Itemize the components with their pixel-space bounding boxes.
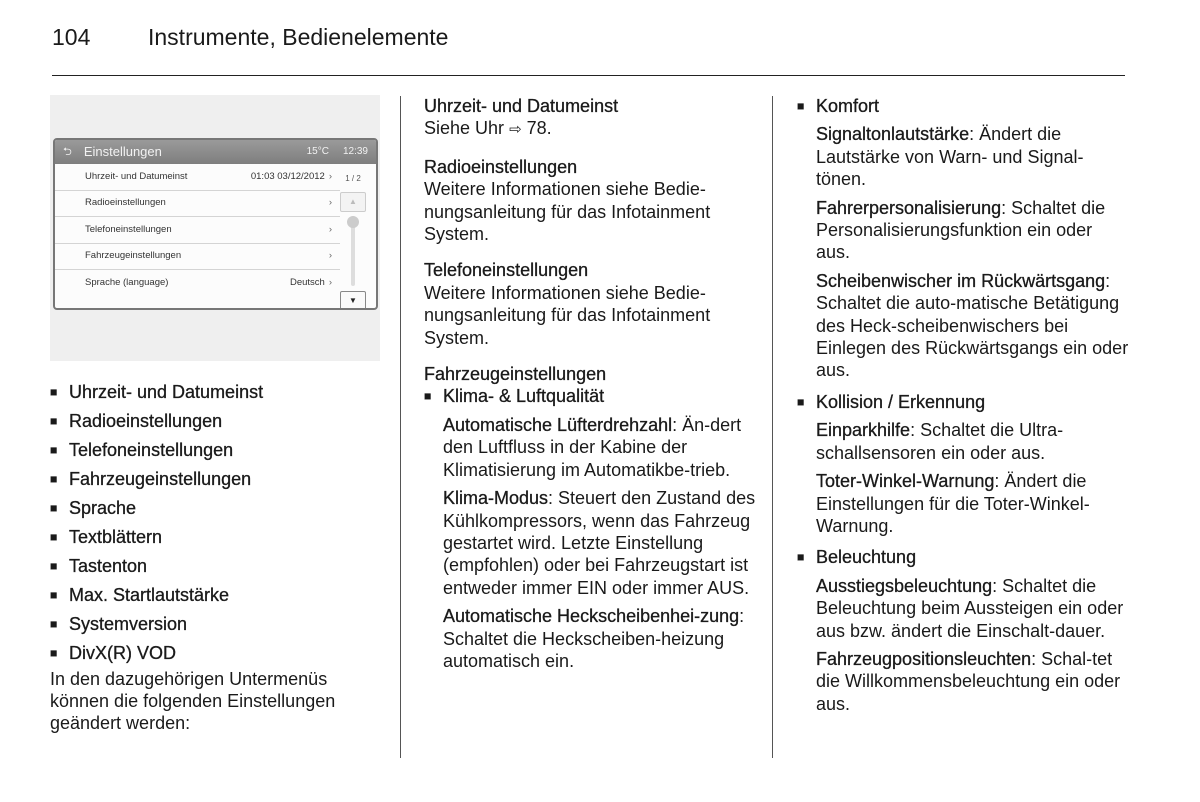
section-heading: Radioeinstellungen	[424, 156, 578, 177]
screen-header	[55, 140, 376, 164]
section-heading: Fahrzeugeinstellungen	[424, 364, 607, 385]
list-item: ■ Textblättern	[50, 523, 385, 552]
column-1	[50, 95, 385, 734]
intro-paragraph: In den dazugehörigen Untermenüs können die folgenden Einstellungen geändert werden:	[50, 669, 336, 733]
chevron-right-icon: ›	[328, 170, 332, 182]
bullet-heading: ■ Beleuchtung	[797, 546, 1129, 568]
section-radio	[424, 156, 756, 246]
section-heading: Uhrzeit- und Datumeinst	[424, 96, 619, 116]
section-text: Siehe Uhr ⇨ 78.	[424, 118, 552, 139]
page-number: 104	[52, 24, 91, 50]
setting-description: Fahrzeugpositionsleuchten: Schal-tet die Willkommensbeleuchtung ein oder aus.	[816, 648, 1121, 714]
bullet-heading: ■ Klima- & Luftqualität	[424, 385, 756, 407]
section-vehicle	[424, 363, 756, 672]
back-arrow-icon[interactable]: ⮌	[63, 145, 72, 158]
temperature: 15°C	[306, 145, 329, 157]
setting-description: Scheibenwischer im Rückwärtsgang: Schaltet die auto-matische Betätigung des Heck-scheibenwischers bei Einlegen des Rückwärtsgangs ein oder aus.	[816, 270, 1129, 381]
settings-row[interactable]	[55, 270, 340, 297]
chevron-right-icon: ›	[328, 223, 332, 235]
list-item: ■ Telefoneinstellungen	[50, 436, 385, 465]
setting-description: Fahrerpersonalisierung: Schaltet die Personalisierungsfunktion ein oder aus.	[816, 197, 1106, 263]
page-reference-icon: ⇨	[509, 121, 522, 139]
row-label: Fahrzeugeinstellungen	[85, 250, 182, 262]
scroll-up-button[interactable]: ▲	[340, 192, 366, 212]
row-label: Uhrzeit- und Datumeinst	[85, 170, 188, 182]
setting-description: Ausstiegsbeleuchtung: Schaltet die Beleuchtung beim Aussteigen ein oder aus bzw. ändert die Einschalt-dauer.	[816, 575, 1124, 641]
settings-screen-image	[50, 95, 380, 361]
column-divider	[400, 96, 401, 758]
settings-list	[55, 164, 340, 297]
settings-screen	[53, 138, 378, 310]
list-item: ■ DivX(R) VOD	[50, 639, 385, 668]
row-label: Radioeinstellungen	[85, 197, 166, 209]
row-value: Deutsch	[289, 277, 325, 289]
bullet-heading: ■ Kollision / Erkennung	[797, 391, 1129, 413]
chevron-right-icon: ›	[328, 250, 332, 262]
settings-row[interactable]	[55, 164, 340, 191]
section-clock	[424, 95, 756, 142]
row-label: Sprache (language)	[85, 277, 169, 289]
section-text: Weitere Informationen siehe Bedie-nungsanleitung für das Infotainment System.	[424, 179, 711, 245]
scroll-thumb[interactable]	[347, 216, 359, 228]
page-reference[interactable]: 78.	[526, 118, 552, 139]
screen-title: Einstellungen	[83, 143, 162, 159]
page-title: Instrumente, Bedienelemente	[148, 24, 449, 50]
scrollbar[interactable]	[338, 164, 368, 310]
list-item: ■ Uhrzeit- und Datumeinst	[50, 378, 385, 407]
setting-description: Klima-Modus: Steuert den Zustand des Kühlkompressors, wenn das Fahrzeug gestartet wird. Letzte Einstellung (empfohlen) oder bei Fahrzeugstart ist entweder immer EIN oder immer AUS.	[443, 488, 756, 598]
list-item: ■ Radioeinstellungen	[50, 407, 385, 436]
settings-row[interactable]	[55, 191, 340, 218]
page-header	[52, 24, 448, 60]
column-divider	[772, 96, 773, 758]
list-item: ■ Sprache	[50, 494, 385, 523]
setting-description: Automatische Lüfterdrehzahl: Än-dert den Luftfluss in der Kabine der Klimatisierung im Automatikbe-trieb.	[443, 414, 742, 480]
chevron-right-icon: ›	[328, 277, 332, 289]
section-text: Weitere Informationen siehe Bedie-nungsanleitung für das Infotainment System.	[424, 282, 711, 348]
list-item: ■ Fahrzeugeinstellungen	[50, 465, 385, 494]
column-3	[797, 95, 1129, 721]
setting-description: Toter-Winkel-Warnung: Ändert die Einstellungen für die Toter-Winkel-Warnung.	[816, 471, 1090, 536]
clock: 12:39	[342, 145, 368, 157]
row-value: 01:03 03/12/2012	[250, 170, 325, 182]
list-item: ■ Max. Startlautstärke	[50, 581, 385, 610]
bullet-heading: ■ Komfort	[797, 95, 1129, 117]
list-item: ■ Tastenton	[50, 552, 385, 581]
chevron-right-icon: ›	[328, 197, 332, 209]
section-heading: Telefoneinstellungen	[424, 260, 589, 281]
setting-description: Signaltonlautstärke: Ändert die Lautstärke von Warn- und Signal-tönen.	[816, 124, 1084, 190]
page-indicator: 1 / 2	[345, 174, 361, 183]
header-rule	[52, 75, 1125, 76]
list-item: ■ Systemversion	[50, 610, 385, 639]
scroll-track[interactable]	[351, 216, 355, 286]
section-phone	[424, 259, 756, 349]
column-2	[424, 95, 756, 678]
row-label: Telefoneinstellungen	[85, 223, 172, 235]
scroll-down-button[interactable]: ▼	[340, 291, 366, 310]
settings-row[interactable]	[55, 217, 340, 244]
settings-row[interactable]	[55, 244, 340, 271]
setting-description: Einparkhilfe: Schaltet die Ultra-schallsensoren ein oder aus.	[816, 420, 1064, 463]
settings-menu-list	[50, 378, 385, 668]
setting-description: Automatische Heckscheibenhei-zung: Schaltet die Heckscheiben-heizung automatisch ein.	[443, 606, 745, 671]
